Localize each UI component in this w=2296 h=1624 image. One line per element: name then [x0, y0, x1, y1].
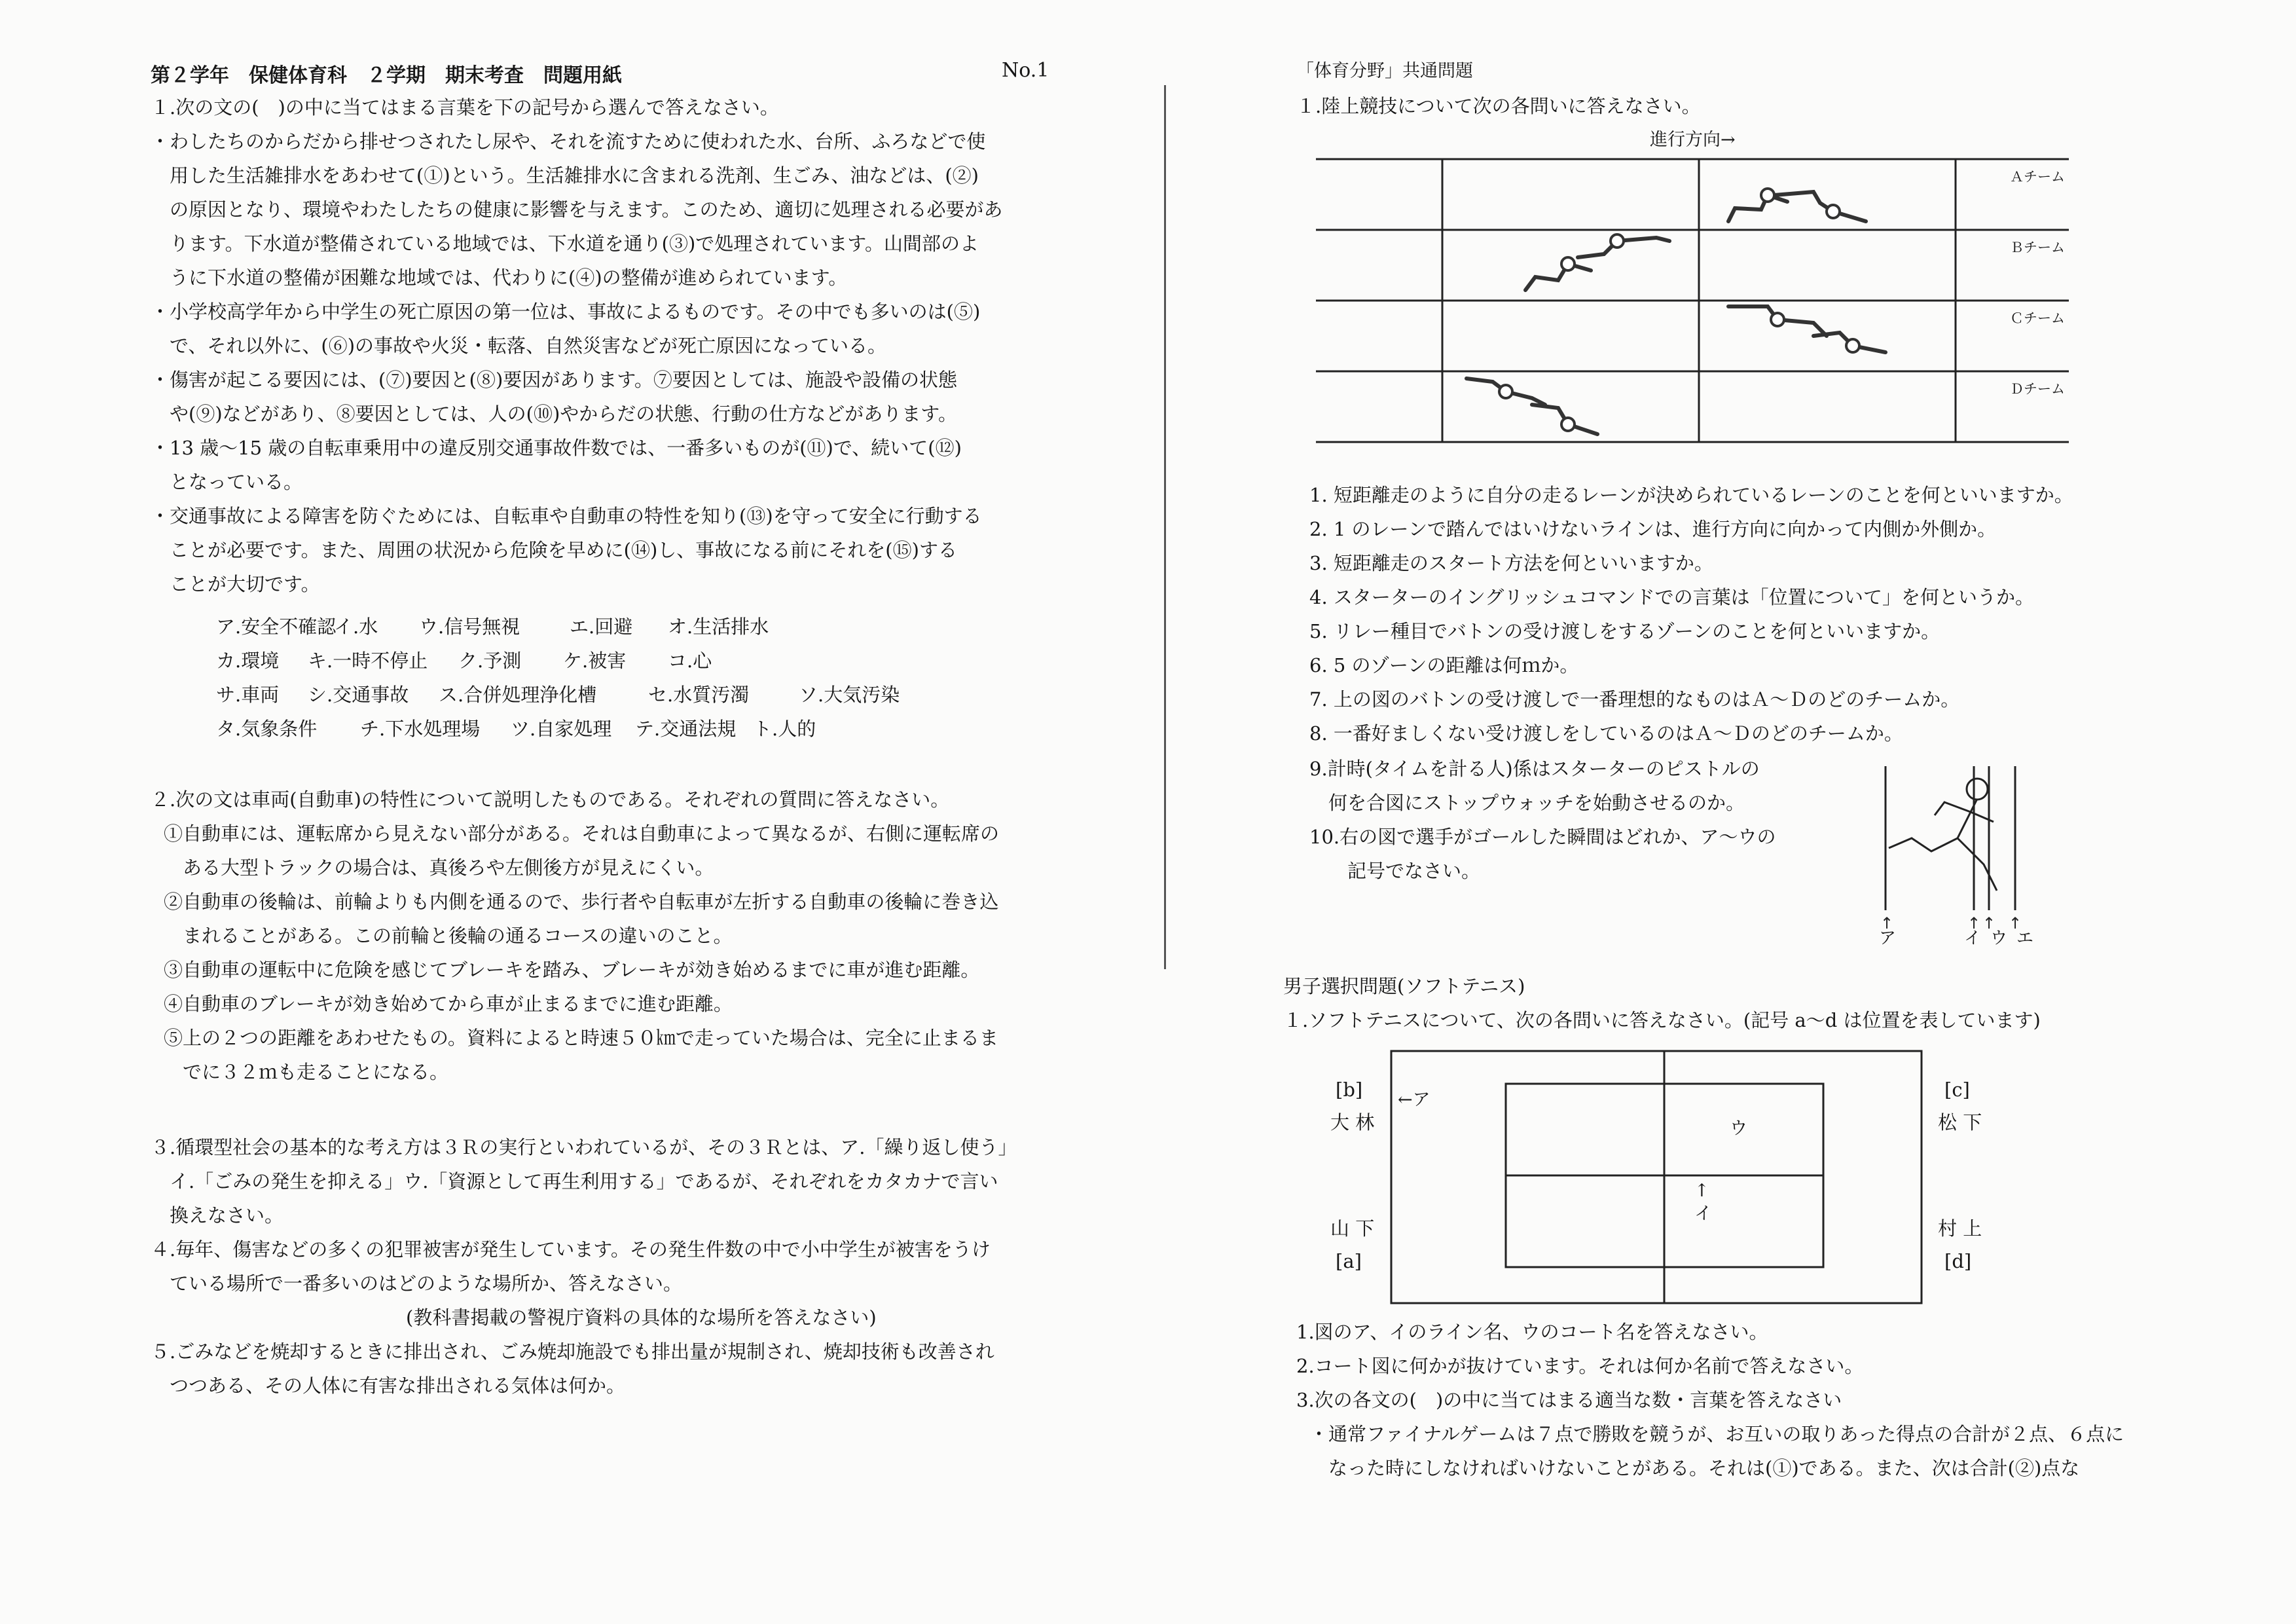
- team-d-label: Ｄチーム: [2010, 381, 2065, 397]
- q1-line: ・13 歳～15 歳の自転車乗用中の違反別交通事故件数では、一番多いものが(⑪)で、続いて(⑫): [151, 437, 962, 459]
- player-a-name: 山 下: [1330, 1217, 1375, 1240]
- runner-head: [1967, 779, 1988, 800]
- track-question: 7. 上の図のバトンの受け渡しで一番理想的なものはＡ～Ｄのどのチームか。: [1309, 688, 1960, 710]
- runner-figure: [1774, 192, 1866, 221]
- team-c-label: Ｃチーム: [2010, 310, 2065, 326]
- option-item: セ.水質汚濁: [648, 684, 750, 706]
- svg-text:↑: ↑: [1880, 914, 1894, 932]
- q2-line: ④自動車のブレーキが効き始めてから車が止まるまでに進む距離。: [164, 993, 733, 1015]
- q4-line: ている場所で一番多いのはどのような場所か、答えなさい。: [151, 1272, 683, 1295]
- tennis-question: 3.次の各文の( )の中に当てはまる適当な数・言葉を答えなさい: [1296, 1389, 1842, 1411]
- direction-label: 進行方向→: [1650, 130, 1736, 150]
- team-a-label: Ａチーム: [2010, 169, 2065, 185]
- option-item: ス.合併処理浄化槽: [439, 684, 597, 706]
- arrow-a-label: ←ア: [1398, 1090, 1430, 1110]
- q2-line: まれることがある。この前輪と後輪の通るコースの違いのこと。: [164, 925, 733, 947]
- option-item: タ.気象条件: [216, 718, 318, 740]
- track-question: 8. 一番好ましくない受け渡しをしているのはＡ～Ｄのどのチームか。: [1309, 722, 1903, 745]
- q2-line: ②自動車の後輪は、前輪よりも内側を通るので、歩行者や自転車が左折する自動車の後輪に巻き込: [164, 891, 999, 913]
- label-u: ウ: [1730, 1118, 1747, 1139]
- option-item: ア.安全不確認: [216, 616, 337, 638]
- player-d-name: 村 上: [1938, 1217, 1982, 1240]
- track-question: 1. 短距離走のように自分の走るレーンが決められているレーンのことを何といいますか。: [1309, 484, 2073, 506]
- q1-line: ことが大切です。: [151, 573, 320, 595]
- option-item: ト.人的: [753, 718, 816, 740]
- q1-instruction: １.次の文の( )の中に当てはまる言葉を下の記号から選んで答えなさい。: [151, 96, 779, 119]
- q5-line: ５.ごみなどを焼却するときに排出され、ごみ焼却施設でも排出量が規制され、焼却技術も改善され: [151, 1340, 994, 1363]
- option-item: シ.交通事故: [308, 684, 409, 706]
- option-item: コ.心: [668, 650, 712, 672]
- track-question: 6. 5 のゾーンの距離は何ｍか。: [1309, 654, 1579, 676]
- section-title: 「体育分野」共通問題: [1296, 61, 1473, 81]
- q1-line: となっている。: [151, 471, 303, 493]
- option-item: ケ.被害: [563, 650, 627, 672]
- tennis-question: 1.図のア、イのライン名、ウのコート名を答えなさい。: [1296, 1321, 1768, 1343]
- q2-line: ある大型トラックの場合は、真後ろや左側後方が見えにくい。: [164, 857, 714, 879]
- option-item: チ.下水処理場: [360, 718, 481, 740]
- q2-line: でに３２ｍも走ることになる。: [164, 1061, 449, 1083]
- option-item: ツ.自家処理: [511, 718, 612, 740]
- q1-line: や(⑨)などがあり、⑧要因としては、人の(⑩)やからだの状態、行動の仕方などがあります。: [151, 403, 957, 425]
- page-number: No.1: [1002, 59, 1049, 82]
- option-item: キ.一時不停止: [308, 650, 428, 672]
- finish-label-u: ウ: [1990, 929, 2008, 948]
- finish-label-a: ア: [1879, 929, 1897, 948]
- option-item: テ.交通法規: [635, 718, 737, 740]
- option-item: ク.予測: [458, 650, 522, 672]
- team-b-label: Ｂチーム: [2010, 240, 2065, 255]
- track-question: 9.計時(タイムを計る人)係はスターターのピストルの: [1309, 758, 1760, 780]
- track-question: 10.右の図で選手がゴールした瞬間はどれか、ア～ウの: [1309, 826, 1776, 848]
- q4-note: (教科書掲載の警視庁資料の具体的な場所を答えなさい): [406, 1306, 877, 1329]
- tennis-court-diagram: [1388, 1048, 1925, 1310]
- track-question: 2. 1 のレーンで踏んではいけないラインは、進行方向に向かって内側か外側か。: [1309, 518, 1997, 540]
- option-item: エ.回避: [570, 616, 633, 638]
- q1-line: ・交通事故による障害を防ぐためには、自転車や自動車の特性を知り(⑬)を守って安全に行動する: [151, 505, 982, 527]
- track-q-title: １.陸上競技について次の各問いに答えなさい。: [1296, 95, 1701, 117]
- q2-line: ①自動車には、運転席から見えない部分がある。それは自動車によって異なるが、右側に運転席の: [164, 822, 1000, 845]
- q5-line: つつある、その人体に有害な排出される気体は何か。: [151, 1375, 626, 1397]
- svg-text:↑: ↑: [1982, 914, 1996, 932]
- left-page: [144, 0, 1061, 1624]
- track-question: 何を合図にストップウォッチを始動させるのか。: [1309, 792, 1745, 814]
- tennis-section-title: 男子選択問題(ソフトテニス): [1283, 975, 1525, 997]
- option-item: サ.車両: [216, 684, 280, 706]
- finish-line-diagram: [1872, 766, 2069, 936]
- q3-line: イ.「ごみの発生を抑える」ウ.「資源として再生利用する」であるが、それぞれをカタカナで言い: [151, 1170, 998, 1192]
- page-fold-line: [1164, 85, 1166, 969]
- pos-c: [c]: [1944, 1079, 1970, 1101]
- q1-line: ・小学校高学年から中学生の死亡原因の第一位は、事故によるものです。その中でも多いのは(⑤): [151, 301, 981, 323]
- q1-line: 用した生活雑排水をあわせて(①)という。生活雑排水に含まれる洗剤、生ごみ、油などは、(②): [151, 164, 979, 187]
- tennis-question: ・通常ファイナルゲームは７点で勝敗を競うが、お互いの取りあった得点の合計が２点、６点に: [1309, 1423, 2124, 1445]
- player-b-name: 大 林: [1330, 1111, 1375, 1134]
- pos-d: [d]: [1944, 1250, 1972, 1272]
- q1-line: で、それ以外に、(⑥)の事故や火災・転落、自然災害などが死亡原因になっている。: [151, 335, 887, 357]
- track-question: 4. スターターのイングリッシュコマンドでの言葉は「位置について」を何というか。: [1309, 586, 2034, 608]
- tennis-question: 2.コート図に何かが抜けています。それは何か名前で答えなさい。: [1296, 1355, 1864, 1377]
- option-item: カ.環境: [216, 650, 280, 672]
- q1-line: ・傷害が起こる要因には、(⑦)要因と(⑧)要因があります。⑦要因としては、施設や設備の状態: [151, 369, 957, 391]
- finish-label-i: イ: [1964, 929, 1982, 948]
- q1-line: の原因となり、環境やわたしたちの健康に影響を与えます。このため、適切に処理される必要があ: [151, 198, 1003, 221]
- runner-figure: [1525, 264, 1591, 290]
- q1-line: ・わしたちのからだから排せつされたし尿や、それを流すために使われた水、台所、ふろなどで使: [151, 130, 986, 153]
- option-item: ウ.信号無視: [419, 616, 520, 638]
- player-c-name: 松 下: [1938, 1111, 1982, 1134]
- pos-b: [b]: [1336, 1079, 1363, 1101]
- q2-instruction: ２.次の文は車両(自動車)の特性について説明したものである。それぞれの質問に答えなさい。: [151, 788, 950, 811]
- runner-figure: [1728, 195, 1787, 221]
- q3-line: ３.循環型社会の基本的な考え方は３Ｒの実行といわれているが、その３Ｒとは、ア.「繰り返し使う」: [151, 1136, 1017, 1158]
- finish-label-e: エ: [2016, 929, 2034, 948]
- q2-line: ③自動車の運転中に危険を感じてブレーキを踏み、ブレーキが効き始めるまでに車が進む距離。: [164, 959, 980, 981]
- option-item: ソ.大気汚染: [799, 684, 900, 706]
- option-item: イ.水: [334, 616, 378, 638]
- exam-header: 第２学年 保健体育科 ２学期 期末考査 問題用紙: [151, 64, 622, 87]
- q1-line: ります。下水道が整備されている地域では、下水道を通り(③)で処理されています。山間部のよ: [151, 232, 979, 255]
- label-i: イ: [1694, 1204, 1712, 1224]
- relay-lane-diagram: [1316, 156, 2069, 444]
- tennis-q-title: １.ソフトテニスについて、次の各問いに答えなさい。(記号 a～d は位置を表しています): [1283, 1009, 2041, 1031]
- q2-line: ⑤上の２つの距離をあわせたもの。資料によると時速５０㎞で走っていた場合は、完全に止まるま: [164, 1027, 998, 1049]
- track-question: 5. リレー種目でバトンの受け渡しをするゾーンのことを何といいますか。: [1309, 620, 1941, 642]
- q4-line: ４.毎年、傷害などの多くの犯罪被害が発生しています。その発生件数の中で小中学生が被害をうけ: [151, 1238, 991, 1261]
- svg-text:↑: ↑: [1967, 914, 1981, 932]
- arrow-i: ↑: [1694, 1181, 1709, 1201]
- svg-text:↑: ↑: [2009, 914, 2022, 932]
- q1-line: うに下水道の整備が困難な地域では、代わりに(④)の整備が進められています。: [151, 267, 848, 289]
- pos-a: [a]: [1336, 1250, 1362, 1272]
- tennis-question: なった時にしなければいけないことがある。それは(①)である。また、次は合計(②)点な: [1309, 1457, 2080, 1479]
- q1-line: ことが必要です。また、周囲の状況から危険を早めに(⑭)し、事故になる前にそれを(⑮)する: [151, 539, 957, 561]
- q3-line: 換えなさい。: [151, 1204, 284, 1227]
- option-item: オ.生活排水: [668, 616, 769, 638]
- court-outer-line: [1391, 1051, 1922, 1303]
- track-question: 記号でなさい。: [1309, 860, 1481, 882]
- track-question: 3. 短距離走のスタート方法を何といいますか。: [1309, 552, 1713, 574]
- right-page: [1283, 0, 2187, 1624]
